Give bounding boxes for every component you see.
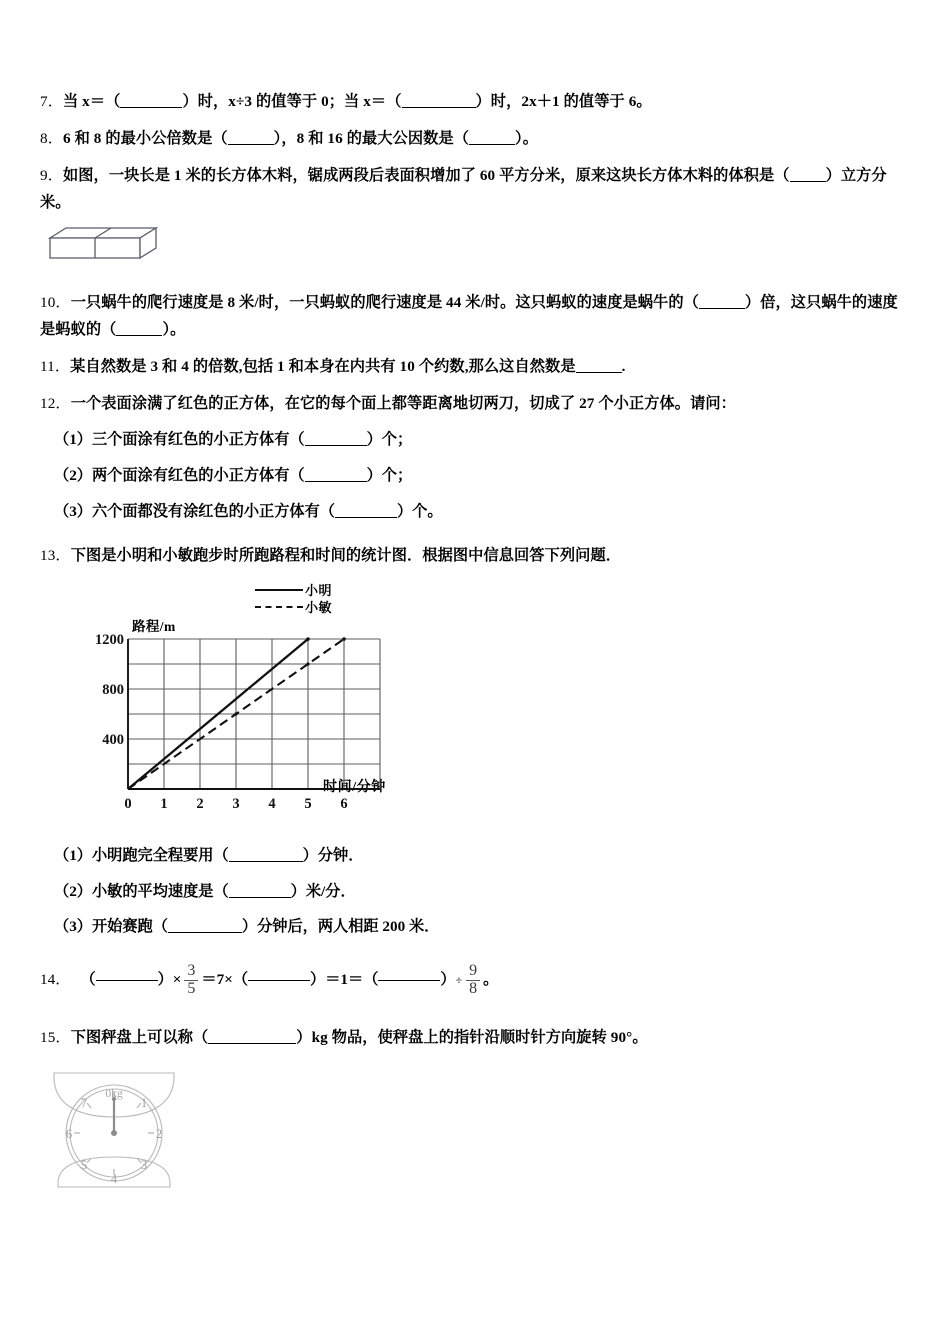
x-tick-4: 4 bbox=[268, 796, 276, 813]
fraction-denominator: 8 bbox=[466, 980, 480, 998]
question-7 bbox=[40, 88, 912, 115]
question-7-text-c: ）时，2x＋1 的值等于 6。 bbox=[475, 93, 652, 110]
question-10-number: 10． bbox=[40, 294, 71, 312]
question-7-text-a: 当 x＝（ bbox=[62, 93, 121, 110]
chart-legend bbox=[255, 581, 332, 615]
fraction-three-fifths bbox=[184, 963, 198, 998]
question-7-number: 7． bbox=[40, 93, 63, 110]
rectangular-prism-svg bbox=[48, 226, 160, 264]
question-12-sub-3 bbox=[54, 499, 912, 526]
y-tick-800: 800 bbox=[102, 682, 124, 699]
chart-x-axis-label: 时间/分钟 bbox=[323, 780, 386, 796]
sub-text-before: 小明跑完全程要用（ bbox=[91, 847, 229, 865]
answer-blank[interactable] bbox=[335, 517, 397, 518]
answer-blank[interactable] bbox=[402, 107, 476, 108]
sub-label: （2） bbox=[54, 466, 92, 484]
question-11 bbox=[40, 353, 912, 380]
sub-text-after: ）个。 bbox=[396, 502, 443, 520]
sub-label: （1） bbox=[54, 847, 92, 865]
sub-text-after: ）分钟． bbox=[302, 847, 364, 865]
q14-seg5: ） bbox=[440, 971, 456, 989]
answer-blank[interactable] bbox=[469, 144, 515, 145]
x-tick-3: 3 bbox=[232, 796, 240, 813]
x-tick-2: 2 bbox=[196, 796, 204, 813]
fraction-numerator: 3 bbox=[187, 961, 196, 979]
dial-number-1: 1 bbox=[140, 1095, 148, 1110]
question-15-text-b: ）kg 物品，使秤盘上的指针沿顺时针方向旋转 90°。 bbox=[296, 1028, 648, 1046]
sub-text-after: ）米/分． bbox=[290, 882, 356, 900]
question-13-stem: 下图是小明和小敏跑步时所跑路程和时间的统计图．根据图中信息回答下列问题． bbox=[70, 547, 622, 565]
kitchen-scale-figure bbox=[48, 1065, 912, 1198]
question-10-text-b: ）倍，这只蜗牛的速度是蚂蚁的（ bbox=[40, 294, 898, 339]
rectangular-prism-figure bbox=[48, 226, 912, 269]
question-8-number: 8． bbox=[40, 130, 63, 148]
legend-dashed-line-icon bbox=[255, 606, 303, 608]
answer-blank[interactable] bbox=[208, 1043, 296, 1044]
question-15 bbox=[40, 1024, 912, 1051]
sub-label: （1） bbox=[54, 431, 92, 449]
q14-seg6: 。 bbox=[483, 971, 499, 989]
answer-blank[interactable] bbox=[699, 308, 745, 309]
sub-text-after: ）个； bbox=[366, 431, 413, 449]
answer-blank[interactable] bbox=[120, 107, 182, 108]
dial-number-6: 6 bbox=[65, 1126, 73, 1141]
answer-blank[interactable] bbox=[576, 372, 622, 373]
answer-blank[interactable] bbox=[229, 897, 291, 898]
q14-seg3: ＝7×（ bbox=[201, 971, 249, 989]
question-8 bbox=[40, 125, 912, 152]
fraction-nine-eighths bbox=[466, 963, 480, 998]
q14-seg2: ）× bbox=[157, 971, 182, 989]
dial-number-2: 2 bbox=[155, 1126, 163, 1141]
question-8-text-a: 6 和 8 的最小公倍数是（ bbox=[62, 130, 228, 148]
legend-item-xiaomin bbox=[255, 598, 332, 615]
fraction-denominator: 5 bbox=[184, 980, 198, 998]
question-8-text-b: ），8 和 16 的最大公因数是（ bbox=[273, 130, 469, 148]
question-14-number: 14． bbox=[40, 971, 71, 989]
kitchen-scale-svg bbox=[48, 1065, 180, 1193]
sub-text-after: ）分钟后，两人相距 200 米． bbox=[241, 918, 440, 936]
question-11-number: 11． bbox=[40, 358, 71, 376]
dial-needle bbox=[111, 1096, 117, 1135]
question-12-sub-1 bbox=[54, 427, 912, 454]
answer-blank[interactable] bbox=[305, 481, 367, 482]
question-9-text-a: 如图，一块长是 1 米的长方体木料，锯成两段后表面积增加了 60 平方分米，原来这块长方体木料的体积是（ bbox=[62, 167, 790, 185]
question-9-text-b: ）立方分米。 bbox=[40, 167, 887, 212]
sub-label: （3） bbox=[54, 502, 92, 520]
question-11-text-b: . bbox=[621, 358, 626, 376]
sub-text-after: ）个； bbox=[366, 466, 413, 484]
legend-solid-line-icon bbox=[255, 589, 303, 591]
answer-blank[interactable] bbox=[228, 144, 274, 145]
question-12-stem: 一个表面涂满了红色的正方体，在它的每个面上都等距离地切两刀，切成了 27 个小正方体。请问： bbox=[70, 395, 736, 413]
question-13-sub-1 bbox=[54, 843, 912, 870]
chart-plot-svg bbox=[80, 631, 420, 821]
x-tick-1: 1 bbox=[160, 796, 168, 813]
answer-blank[interactable] bbox=[229, 861, 303, 862]
legend-label-xiaomin: 小敏 bbox=[305, 600, 333, 616]
question-15-text-a: 下图秤盘上可以称（ bbox=[70, 1028, 209, 1046]
answer-blank[interactable] bbox=[305, 445, 367, 446]
question-14 bbox=[40, 963, 912, 998]
sub-label: （3） bbox=[54, 918, 92, 936]
answer-blank[interactable] bbox=[96, 980, 158, 981]
answer-blank[interactable] bbox=[116, 335, 162, 336]
question-7-text-b: ）时，x÷3 的值等于 0；当 x＝（ bbox=[182, 93, 402, 110]
question-10-text-c: ）。 bbox=[162, 321, 186, 339]
sub-text-before: 三个面涂有红色的小正方体有（ bbox=[91, 431, 305, 449]
dial-number-7: 7 bbox=[80, 1095, 88, 1110]
question-12-number: 12． bbox=[40, 395, 71, 413]
question-13-sub-3 bbox=[54, 914, 912, 941]
sub-text-before: 两个面涂有红色的小正方体有（ bbox=[91, 466, 305, 484]
fraction-numerator: 9 bbox=[469, 961, 478, 979]
question-15-number: 15． bbox=[40, 1028, 71, 1046]
y-tick-400: 400 bbox=[102, 732, 124, 749]
answer-blank[interactable] bbox=[248, 980, 310, 981]
q14-seg1: （ bbox=[80, 971, 96, 989]
sub-label: （2） bbox=[54, 882, 92, 900]
q14-seg4: ）＝1＝（ bbox=[310, 971, 379, 989]
sub-text-before: 六个面都没有涂红色的小正方体有（ bbox=[91, 502, 335, 520]
division-sign: ÷ bbox=[455, 973, 463, 988]
x-tick-6: 6 bbox=[340, 796, 348, 813]
chart-y-axis-label: 路程/m bbox=[132, 619, 176, 635]
legend-item-xiaoming bbox=[255, 581, 332, 598]
x-tick-5: 5 bbox=[304, 796, 312, 813]
question-8-text-c: ）。 bbox=[515, 130, 538, 148]
y-tick-1200: 1200 bbox=[95, 632, 124, 649]
answer-blank[interactable] bbox=[168, 932, 242, 933]
question-10 bbox=[40, 289, 912, 343]
question-11-text-a: 某自然数是 3 和 4 的倍数,包括 1 和本身在内共有 10 个约数,那么这自然数是 bbox=[70, 358, 576, 376]
sub-text-before: 小敏的平均速度是（ bbox=[91, 882, 229, 900]
question-10-text-a: 一只蜗牛的爬行速度是 8 米/时，一只蚂蚁的爬行速度是 44 米/时。这只蚂蚁的速度是蜗牛的（ bbox=[70, 294, 699, 312]
dial-number-3: 3 bbox=[140, 1157, 148, 1172]
dial-number-5: 5 bbox=[80, 1157, 88, 1172]
answer-blank[interactable] bbox=[378, 980, 440, 981]
dial-unit-label: 0kg bbox=[105, 1087, 123, 1100]
legend-label-xiaoming: 小明 bbox=[305, 583, 333, 599]
question-13-sub-2 bbox=[54, 879, 912, 906]
question-13-number: 13． bbox=[40, 547, 71, 565]
question-9 bbox=[40, 162, 912, 216]
question-9-number: 9． bbox=[40, 167, 63, 185]
sub-text-before: 开始赛跑（ bbox=[91, 918, 168, 936]
dial-number-4: 4 bbox=[110, 1171, 118, 1186]
question-12-sub-2 bbox=[54, 463, 912, 490]
answer-blank[interactable] bbox=[790, 181, 826, 182]
question-13 bbox=[40, 542, 912, 569]
x-tick-0: 0 bbox=[124, 796, 132, 813]
distance-time-line-chart bbox=[40, 579, 912, 829]
question-12 bbox=[40, 390, 912, 417]
